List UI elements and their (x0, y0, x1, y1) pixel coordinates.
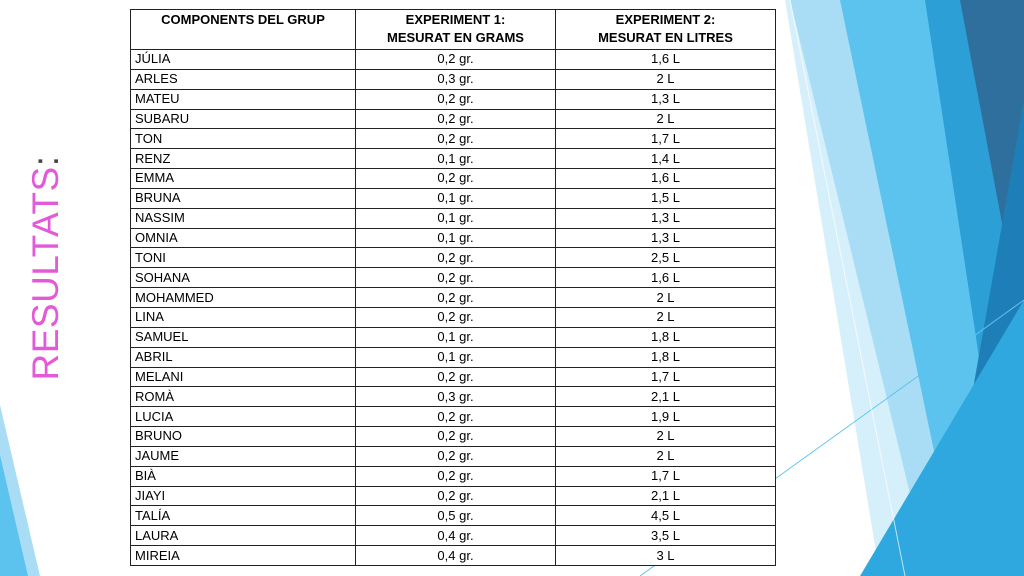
experiment-1-cell: 0,2 gr. (356, 268, 556, 288)
experiment-2-cell: 3 L (556, 546, 776, 566)
experiment-1-cell: 0,4 gr. (356, 546, 556, 566)
member-name-cell: SAMUEL (131, 327, 356, 347)
table-row (131, 149, 776, 169)
member-name-cell: TON (131, 129, 356, 149)
experiment-1-cell: 0,2 gr. (356, 288, 556, 308)
experiment-1-cell: 0,2 gr. (356, 486, 556, 506)
header-experiment-2-line1: EXPERIMENT 2: (615, 12, 716, 27)
experiment-2-cell: 2 L (556, 307, 776, 327)
experiment-1-cell: 0,2 gr. (356, 367, 556, 387)
member-name-cell: OMNIA (131, 228, 356, 248)
table-row (131, 69, 776, 89)
experiment-1-cell: 0,1 gr. (356, 208, 556, 228)
member-name-cell: MOHAMMED (131, 288, 356, 308)
results-table (130, 9, 776, 566)
table-row (131, 228, 776, 248)
experiment-1-cell: 0,5 gr. (356, 506, 556, 526)
experiment-2-cell: 1,6 L (556, 169, 776, 189)
experiment-2-cell: 1,7 L (556, 466, 776, 486)
experiment-2-cell: 1,3 L (556, 228, 776, 248)
table-row (131, 169, 776, 189)
member-name-cell: LINA (131, 307, 356, 327)
member-name-cell: MATEU (131, 89, 356, 109)
experiment-1-cell: 0,3 gr. (356, 387, 556, 407)
member-name-cell: TONI (131, 248, 356, 268)
experiment-2-cell: 4,5 L (556, 506, 776, 526)
experiment-2-cell: 1,6 L (556, 50, 776, 70)
table-row (131, 466, 776, 486)
member-name-cell: BRUNA (131, 188, 356, 208)
experiment-2-cell: 2,1 L (556, 387, 776, 407)
experiment-2-cell: 2,5 L (556, 248, 776, 268)
table-row (131, 347, 776, 367)
experiment-1-cell: 0,3 gr. (356, 69, 556, 89)
experiment-2-cell: 2,1 L (556, 486, 776, 506)
experiment-2-cell: 1,9 L (556, 407, 776, 427)
experiment-1-cell: 0,2 gr. (356, 50, 556, 70)
table-row (131, 506, 776, 526)
table-row (131, 89, 776, 109)
member-name-cell: BIÀ (131, 466, 356, 486)
slide-title-text: RESULTATS (25, 166, 66, 381)
table-row (131, 129, 776, 149)
member-name-cell: TALÍA (131, 506, 356, 526)
table-row (131, 407, 776, 427)
experiment-1-cell: 0,1 gr. (356, 327, 556, 347)
table-row (131, 367, 776, 387)
experiment-1-cell: 0,2 gr. (356, 407, 556, 427)
table-body (131, 50, 776, 566)
table-row (131, 288, 776, 308)
experiment-1-cell: 0,2 gr. (356, 427, 556, 447)
member-name-cell: NASSIM (131, 208, 356, 228)
member-name-cell: LUCIA (131, 407, 356, 427)
experiment-2-cell: 2 L (556, 446, 776, 466)
experiment-1-cell: 0,2 gr. (356, 89, 556, 109)
experiment-2-cell: 1,6 L (556, 268, 776, 288)
member-name-cell: RENZ (131, 149, 356, 169)
experiment-1-cell: 0,1 gr. (356, 347, 556, 367)
table-row (131, 109, 776, 129)
experiment-1-cell: 0,1 gr. (356, 188, 556, 208)
member-name-cell: LAURA (131, 526, 356, 546)
member-name-cell: ROMÀ (131, 387, 356, 407)
table-row (131, 188, 776, 208)
header-components (131, 10, 356, 50)
table-row (131, 50, 776, 70)
experiment-2-cell: 3,5 L (556, 526, 776, 546)
member-name-cell: ABRIL (131, 347, 356, 367)
table-row (131, 327, 776, 347)
member-name-cell: SUBARU (131, 109, 356, 129)
member-name-cell: JIAYI (131, 486, 356, 506)
table-row (131, 307, 776, 327)
experiment-2-cell: 2 L (556, 288, 776, 308)
table-row (131, 387, 776, 407)
experiment-1-cell: 0,4 gr. (356, 526, 556, 546)
member-name-cell: BRUNO (131, 427, 356, 447)
experiment-1-cell: 0,2 gr. (356, 129, 556, 149)
header-experiment-1-line1: EXPERIMENT 1: (405, 12, 506, 27)
table-row (131, 427, 776, 447)
header-experiment-1-line2: MESURAT EN GRAMS (387, 30, 524, 45)
experiment-1-cell: 0,2 gr. (356, 169, 556, 189)
experiment-2-cell: 1,5 L (556, 188, 776, 208)
experiment-2-cell: 1,7 L (556, 129, 776, 149)
table-row (131, 268, 776, 288)
member-name-cell: JÚLIA (131, 50, 356, 70)
table-row (131, 248, 776, 268)
table-row (131, 486, 776, 506)
slide-title-colon: : (25, 155, 66, 167)
experiment-1-cell: 0,2 gr. (356, 248, 556, 268)
member-name-cell: MELANI (131, 367, 356, 387)
experiment-1-cell: 0,2 gr. (356, 307, 556, 327)
experiment-2-cell: 1,3 L (556, 208, 776, 228)
member-name-cell: EMMA (131, 169, 356, 189)
experiment-1-cell: 0,2 gr. (356, 466, 556, 486)
experiment-2-cell: 2 L (556, 69, 776, 89)
header-experiment-1 (356, 10, 556, 50)
header-experiment-2-line2: MESURAT EN LITRES (598, 30, 733, 45)
experiment-1-cell: 0,2 gr. (356, 446, 556, 466)
experiment-1-cell: 0,1 gr. (356, 228, 556, 248)
experiment-2-cell: 2 L (556, 109, 776, 129)
slide-title (25, 156, 67, 381)
member-name-cell: JAUME (131, 446, 356, 466)
member-name-cell: MIREIA (131, 546, 356, 566)
experiment-2-cell: 1,8 L (556, 327, 776, 347)
table-row (131, 446, 776, 466)
member-name-cell: ARLES (131, 69, 356, 89)
table-row (131, 208, 776, 228)
header-components-text: COMPONENTS DEL GRUP (161, 12, 325, 27)
experiment-1-cell: 0,2 gr. (356, 109, 556, 129)
experiment-2-cell: 2 L (556, 427, 776, 447)
table-header-row (131, 10, 776, 50)
experiment-2-cell: 1,3 L (556, 89, 776, 109)
member-name-cell: SOHANA (131, 268, 356, 288)
experiment-1-cell: 0,1 gr. (356, 149, 556, 169)
table-row (131, 526, 776, 546)
experiment-2-cell: 1,7 L (556, 367, 776, 387)
experiment-2-cell: 1,8 L (556, 347, 776, 367)
table-row (131, 546, 776, 566)
header-experiment-2 (556, 10, 776, 50)
experiment-2-cell: 1,4 L (556, 149, 776, 169)
